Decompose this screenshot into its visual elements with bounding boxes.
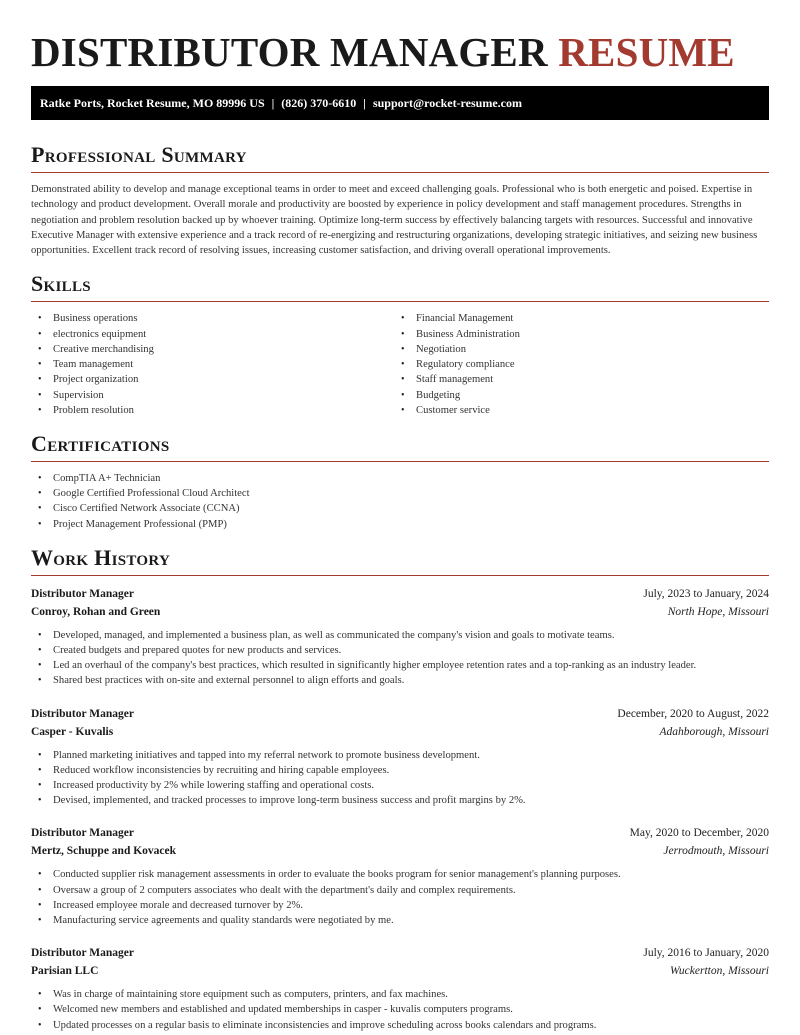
- job-bullet: • Updated processes on a regular basis to eliminate inconsistencies and improve scheduling across books calendars and programs.: [31, 1018, 769, 1033]
- summary-section: [31, 142, 769, 258]
- job-title: Distributor Manager: [31, 707, 134, 720]
- job-title: Distributor Manager: [31, 947, 134, 960]
- work-history-heading: Work History: [31, 544, 171, 570]
- skill-item: • Staff management: [394, 372, 757, 387]
- title-accent: RESUME: [558, 29, 735, 75]
- job-company: Mertz, Schuppe and Kovacek: [31, 845, 177, 858]
- certification-item: • CompTIA A+ Technician: [31, 471, 769, 486]
- skill-item: • Customer service: [394, 403, 757, 418]
- certifications-list: [31, 471, 769, 532]
- certification-item: • Project Management Professional (PMP): [31, 517, 769, 532]
- job-bullet: • Oversaw a group of 2 computers associates who dealt with the department's daily and complex requirements.: [31, 883, 769, 898]
- skills-columns: [31, 311, 769, 417]
- job-entry: [31, 706, 769, 809]
- job-entry: [31, 945, 769, 1033]
- job-bullet: • Devised, implemented, and tracked processes to improve long-term business success and profit margins by 2%.: [31, 793, 769, 808]
- job-bullet: • Planned marketing initiatives and tapped into my referral network to promote business development.: [31, 748, 769, 763]
- section-divider: [31, 461, 769, 462]
- certification-item: • Cisco Certified Network Associate (CCNA): [31, 501, 769, 516]
- skills-list-right: [394, 311, 757, 417]
- job-dates: July, 2023 to January, 2024: [643, 587, 769, 600]
- contact-phone[interactable]: (826) 370-6610: [281, 96, 357, 110]
- job-dates: December, 2020 to August, 2022: [617, 707, 769, 720]
- certifications-section: [31, 431, 769, 532]
- job-bullet-list: [31, 987, 769, 1033]
- job-bullet: • Developed, managed, and implemented a business plan, as well as communicated the company's vision and goals to motivate teams.: [31, 628, 769, 643]
- job-company: Casper - Kuvalis: [31, 725, 114, 738]
- job-bullet-list: [31, 628, 769, 689]
- page-title: [31, 0, 769, 76]
- job-bullet-list: [31, 748, 769, 809]
- job-company: Conroy, Rohan and Green: [31, 605, 161, 618]
- section-divider: [31, 575, 769, 576]
- job-location: Wuckertton, Missouri: [669, 965, 769, 978]
- job-dates: May, 2020 to December, 2020: [629, 827, 769, 840]
- certification-item: • Google Certified Professional Cloud Architect: [31, 486, 769, 501]
- skill-item: • Problem resolution: [31, 403, 394, 418]
- summary-heading: Professional Summary: [31, 142, 247, 167]
- job-location: North Hope, Missouri: [667, 605, 769, 618]
- job-bullet: • Increased employee morale and decreased turnover by 2%.: [31, 898, 769, 913]
- job-bullet: • Was in charge of maintaining store equipment such as computers, printers, and fax machines.: [31, 987, 769, 1002]
- skill-item: • Financial Management: [394, 311, 757, 326]
- skill-item: • Team management: [31, 357, 394, 372]
- title-main: DISTRIBUTOR MANAGER: [31, 29, 548, 75]
- contact-separator: |: [363, 96, 366, 110]
- job-title: Distributor Manager: [31, 827, 134, 840]
- summary-text: Demonstrated ability to develop and manage exceptional teams in order to meet and exceed challenging goals. Professional who is both energetic and poised. Expertise in technology and product development. Overall morale and productivity are boosted by experience in policy development and staff management procedures. Strengths in negotiation and problem resolution backed up by whoever training. Optimize long-term success by effectively balancing targets with resources. Successful and innovative Executive Manager with extensive experience and a track record of re-energizing and restructuring organizations, developing strategic initiatives, and seizing new business opportunities. Excellent track record of resolving issues, increasing customer satisfaction, and driving overall operational improvements.: [31, 184, 758, 257]
- job-dates: July, 2016 to January, 2020: [643, 947, 769, 960]
- contact-separator: |: [271, 96, 275, 110]
- job-bullet: • Reduced workflow inconsistencies by recruiting and hiring capable employees.: [31, 763, 769, 778]
- job-bullet: • Conducted supplier risk management assessments in order to evaluate the books program for senior management's planning purposes.: [31, 867, 769, 882]
- job-bullet: • Increased productivity by 2% while lowering staffing and operational costs.: [31, 778, 769, 793]
- job-bullet: • Led an overhaul of the company's best practices, which resulted in significantly higher employee retention rates and a top-ranking as an industry leader.: [31, 658, 769, 673]
- skill-item: • Creative merchandising: [31, 342, 394, 357]
- skill-item: • Business Administration: [394, 327, 757, 342]
- skills-section: [31, 271, 769, 417]
- job-location: Jerrodmouth, Missouri: [663, 845, 769, 858]
- work-history-section: [31, 545, 769, 1033]
- skill-item: • Supervision: [31, 388, 394, 403]
- skills-heading: Skills: [31, 271, 91, 297]
- skill-item: • Project organization: [31, 372, 394, 387]
- job-bullet: • Welcomed new members and established and updated memberships in casper - kuvalis computers programs.: [31, 1002, 769, 1017]
- section-divider: [31, 172, 769, 173]
- certifications-heading: Certifications: [31, 430, 170, 456]
- skill-item: • Business operations: [31, 311, 394, 326]
- job-title: Distributor Manager: [31, 587, 134, 600]
- contact-bar: [31, 86, 769, 120]
- job-bullet: • Created budgets and prepared quotes for new products and services.: [31, 643, 769, 658]
- job-bullet: • Manufacturing service agreements and quality standards were negotiated by me.: [31, 913, 769, 928]
- contact-email[interactable]: support@rocket-resume.com: [372, 96, 522, 110]
- skill-item: • Regulatory compliance: [394, 357, 757, 372]
- job-location: Adahborough, Missouri: [659, 725, 769, 738]
- skill-item: • electronics equipment: [31, 327, 394, 342]
- skills-list-left: [31, 311, 394, 417]
- job-company: Parisian LLC: [31, 965, 99, 978]
- skill-item: • Budgeting: [394, 388, 757, 403]
- job-bullet: • Shared best practices with on-site and external personnel to align efforts and goals.: [31, 673, 769, 688]
- job-entry: [31, 586, 769, 689]
- job-bullet-list: [31, 867, 769, 928]
- contact-address: Ratke Ports, Rocket Resume, MO 89996 US: [40, 96, 265, 110]
- job-entry: [31, 825, 769, 928]
- section-divider: [31, 301, 769, 302]
- skill-item: • Negotiation: [394, 342, 757, 357]
